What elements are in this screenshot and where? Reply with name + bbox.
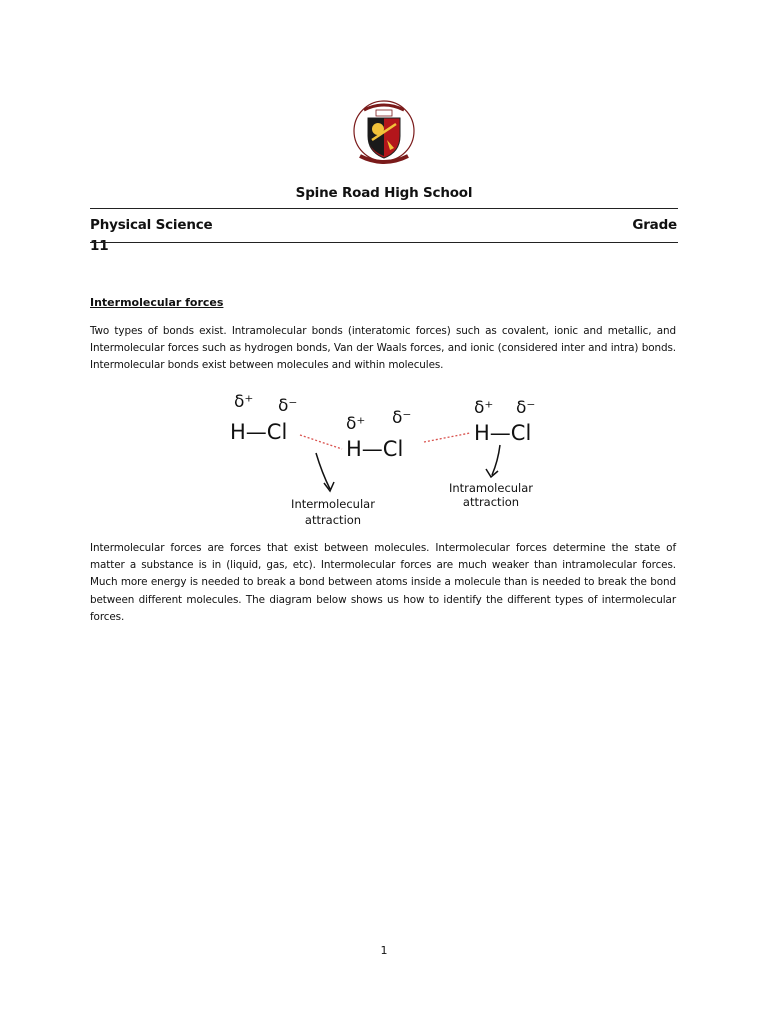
page-number: 1 (380, 944, 388, 957)
explanation-paragraph: Intermolecular forces are forces that exist between molecules. Intermolecular forces determine the state of matter a substance is in (liquid, gas, etc). Intermolecular forces are much weaker than intramolecular forces. Much more energy is needed to break a bond between atoms inside a molecule than is needed to break the bond between different molecules. The diagram below shows us how to identify the different types of intermolecular forces. (90, 542, 676, 623)
inter-arrow (316, 453, 330, 489)
intra-label-2: attraction (462, 495, 520, 509)
intra-label-1: Intramolecular (448, 481, 534, 495)
attraction-dots-1 (300, 435, 342, 449)
school-name: Spine Road High School (295, 185, 473, 201)
delta-plus-2: δ⁺ (346, 414, 366, 434)
grade-value: 11 (90, 238, 109, 254)
inter-label-1: Intermolecular (291, 497, 375, 511)
intra-arrowhead (486, 469, 498, 477)
attraction-dots-2 (424, 433, 470, 442)
school-crest-icon (350, 98, 418, 168)
delta-minus-1: δ⁻ (278, 396, 298, 416)
delta-plus-3: δ⁺ (474, 398, 494, 418)
intro-paragraph: Two types of bonds exist. Intramolecular bonds (interatomic forces) such as covalent, ionic and metallic, and Intermolecular forces such as hydrogen bonds, Van der Waals forces, and ionic (considered inter and intra) bonds. Intermolecular bonds exist between molecules and within molecules. (90, 325, 676, 372)
header-bottom-rule (90, 242, 678, 243)
molecule-3: H—Cl (474, 421, 532, 445)
molecule-1: H—Cl (230, 420, 288, 444)
delta-plus-1: δ⁺ (234, 392, 254, 412)
header-top-rule (90, 208, 678, 209)
section-title: Intermolecular forces (90, 296, 224, 309)
subject-title: Physical Science (90, 217, 213, 233)
intra-arrow (492, 445, 500, 475)
delta-minus-3: δ⁻ (516, 398, 536, 418)
molecule-2: H—Cl (346, 437, 404, 461)
inter-label-2: attraction (304, 513, 362, 527)
hcl-diagram (220, 385, 550, 535)
delta-minus-2: δ⁻ (392, 408, 412, 428)
grade-label: Grade (632, 217, 677, 233)
